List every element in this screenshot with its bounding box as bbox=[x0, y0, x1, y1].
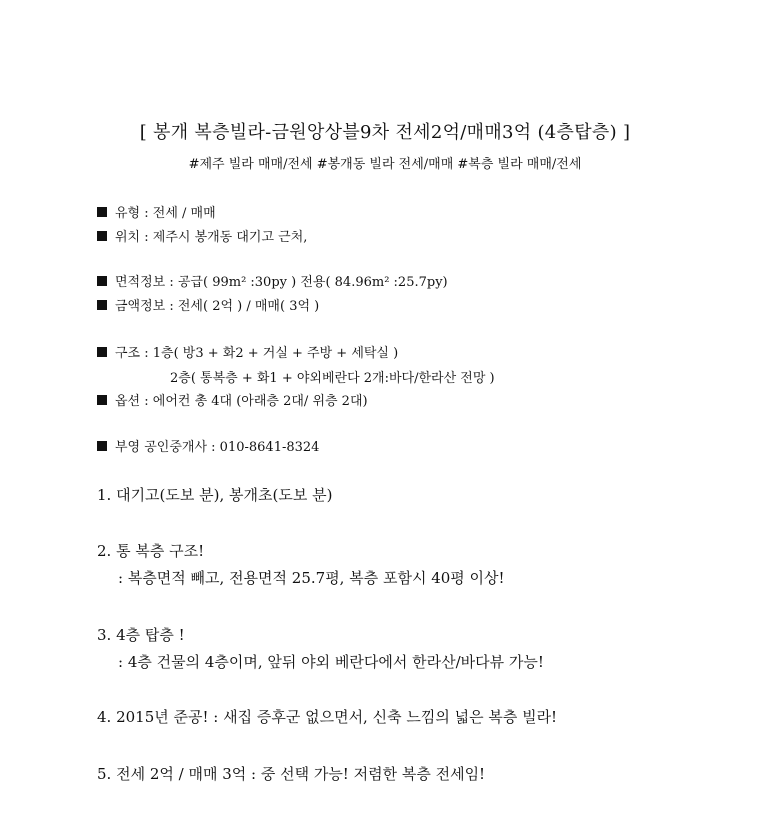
point-2-heading: 2. 통 복층 구조! bbox=[97, 542, 205, 560]
point-3-heading: 3. 4층 탑층 ! bbox=[97, 626, 185, 644]
info-type bbox=[97, 202, 216, 221]
info-structure-floor2-text: 2층( 통복층 + 화1 + 야외베란다 2개:바다/한라산 전망 ) bbox=[170, 371, 495, 386]
listing-title: [ 봉개 복층빌라-금원앙상블9차 전세2억/매매3억 (4층탑층) ] bbox=[139, 122, 631, 143]
square-bullet-icon bbox=[97, 207, 107, 217]
info-price-text: 금액정보 : 전세( 2억 ) / 매매( 3억 ) bbox=[115, 299, 320, 314]
square-bullet-icon bbox=[97, 300, 107, 310]
square-bullet-icon bbox=[97, 276, 107, 286]
info-area bbox=[97, 271, 448, 290]
info-location bbox=[97, 226, 307, 245]
info-agent bbox=[97, 436, 319, 455]
point-3-detail: : 4층 건물의 4층이며, 앞뒤 야외 베란다에서 한라산/바다뷰 가능! bbox=[118, 653, 544, 671]
info-options bbox=[97, 390, 368, 409]
listing-hashtags: #제주 빌라 매매/전세 #봉개동 빌라 전세/매매 #복층 빌라 매매/전세 bbox=[188, 157, 582, 172]
square-bullet-icon bbox=[97, 231, 107, 241]
info-options-text: 옵션 : 에어컨 총 4대 (아래층 2대/ 위층 2대) bbox=[115, 394, 368, 409]
square-bullet-icon bbox=[97, 347, 107, 357]
info-type-text: 유형 : 전세 / 매매 bbox=[115, 206, 216, 221]
square-bullet-icon bbox=[97, 441, 107, 451]
point-1-heading: 1. 대기고(도보 분), 봉개초(도보 분) bbox=[97, 486, 333, 504]
info-price bbox=[97, 295, 319, 314]
point-5-heading: 5. 전세 2억 / 매매 3억 : 중 선택 가능! 저렴한 복층 전세임! bbox=[97, 765, 486, 783]
info-location-text: 위치 : 제주시 봉개동 대기고 근처, bbox=[115, 230, 308, 245]
square-bullet-icon bbox=[97, 395, 107, 405]
info-structure bbox=[97, 342, 398, 361]
info-structure-floor1-text: 구조 : 1층( 방3 + 화2 + 거실 + 주방 + 세탁실 ) bbox=[115, 346, 399, 361]
info-agent-text: 부영 공인중개사 : 010-8641-8324 bbox=[115, 440, 320, 455]
info-area-text: 면적정보 : 공급( 99m² :30py ) 전용( 84.96m² :25.7py) bbox=[115, 275, 448, 290]
point-4-heading: 4. 2015년 준공! : 새집 증후군 없으면서, 신축 느낌의 넓은 복층 빌라! bbox=[97, 708, 558, 726]
point-2-detail: : 복층면적 빼고, 전용면적 25.7평, 복층 포함시 40평 이상! bbox=[118, 569, 505, 587]
